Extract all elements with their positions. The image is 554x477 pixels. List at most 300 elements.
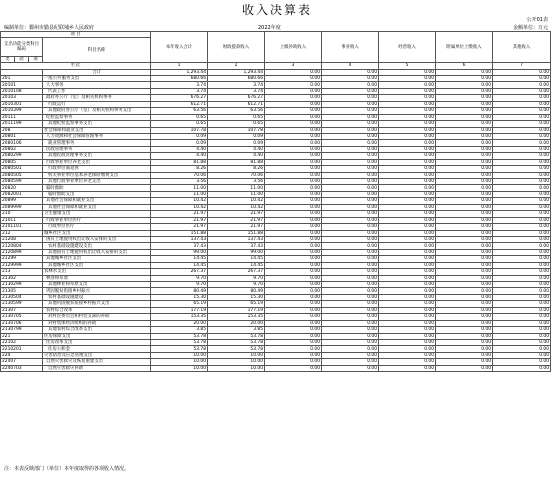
amount-cell: 0.00 <box>322 133 379 139</box>
amount-cell: 0.00 <box>322 153 379 159</box>
amount-cell: 10.42 <box>151 198 208 204</box>
amount-cell: 0.00 <box>265 204 322 210</box>
amount-cell: 0.00 <box>265 327 322 333</box>
amount-cell: 153.35 <box>151 314 208 320</box>
amount-cell: 0.00 <box>436 108 493 114</box>
amount-cell: 0.00 <box>322 352 379 358</box>
amount-cell: 0.00 <box>436 121 493 127</box>
amount-cell: 0.00 <box>493 108 551 114</box>
amount-cell: 0.00 <box>493 133 551 139</box>
subject-code: 2130599 <box>1 301 43 307</box>
amount-cell: 21.97 <box>151 217 208 223</box>
amount-cell: 0.00 <box>322 262 379 268</box>
amount-cell: 0.65 <box>151 121 208 127</box>
subject-code: 2080505 <box>1 172 43 178</box>
amount-cell: 0.00 <box>379 365 436 371</box>
amount-cell: 37.43 <box>208 243 265 249</box>
subject-code: 2129999 <box>1 262 43 268</box>
amount-cell: 53.78 <box>151 339 208 345</box>
amount-cell: 0.00 <box>436 191 493 197</box>
amount-cell: 0.00 <box>436 262 493 268</box>
amount-cell: 11.00 <box>151 185 208 191</box>
amount-cell: 0.00 <box>265 179 322 185</box>
subject-name: 其他国有土地使用权出让收入安排的支出 <box>43 249 151 255</box>
subject-code: 2080106 <box>1 140 43 146</box>
amount-cell: 0.00 <box>322 101 379 107</box>
amount-cell: 0.00 <box>322 69 379 75</box>
amount-cell: 0.00 <box>322 121 379 127</box>
amount-cell: 53.78 <box>208 346 265 352</box>
amount-cell: 0.00 <box>379 230 436 236</box>
amount-cell: 0.00 <box>322 211 379 217</box>
amount-cell: 21.97 <box>208 211 265 217</box>
amount-cell: 0.00 <box>379 76 436 82</box>
amount-cell: 0.00 <box>379 179 436 185</box>
amount-cell: 0.00 <box>493 333 551 339</box>
amount-cell: 0.00 <box>436 76 493 82</box>
amount-cell: 8.26 <box>151 166 208 172</box>
col-header-affiliate: 附属单位上缴收入 <box>436 32 493 63</box>
subject-name: 一般公共服务支出 <box>43 76 151 82</box>
amount-cell: 0.00 <box>436 114 493 120</box>
subject-code: 2080501 <box>1 166 43 172</box>
amount-cell: 80.49 <box>208 288 265 294</box>
subject-code: 20820 <box>1 185 43 191</box>
amount-cell: 0.00 <box>493 314 551 320</box>
subject-code: 20899 <box>1 198 43 204</box>
amount-cell: 99.00 <box>208 249 265 255</box>
col-number-label: 栏次 <box>1 63 151 69</box>
amount-cell: 0.00 <box>265 230 322 236</box>
income-table <box>0 31 551 372</box>
amount-cell: 0.65 <box>208 121 265 127</box>
amount-cell: 0.00 <box>379 339 436 345</box>
subject-name: 机关事业单位基本养老保险缴费支出 <box>43 172 151 178</box>
amount-cell: 0.00 <box>265 166 322 172</box>
col-number: 2 <box>208 63 265 69</box>
subject-code: 21305 <box>1 288 43 294</box>
amount-cell: 0.00 <box>379 256 436 262</box>
amount-cell: 0.00 <box>493 185 551 191</box>
subject-code: 20103 <box>1 95 43 101</box>
amount-cell: 15.30 <box>151 294 208 300</box>
subject-code: 224 <box>1 352 43 358</box>
amount-cell: 0.00 <box>265 333 322 339</box>
amount-cell: 0.00 <box>322 327 379 333</box>
amount-cell: 177.19 <box>151 307 208 313</box>
amount-cell: 9.70 <box>208 275 265 281</box>
amount-cell: 0.00 <box>322 146 379 152</box>
amount-cell: 0.00 <box>493 179 551 185</box>
amount-cell: 65.19 <box>208 301 265 307</box>
amount-cell: 3.74 <box>208 82 265 88</box>
sub-label-item: 项 <box>29 57 43 63</box>
amount-cell: 0.00 <box>436 333 493 339</box>
amount-cell: 0.00 <box>379 346 436 352</box>
amount-cell: 0.00 <box>322 243 379 249</box>
subject-code: 2089999 <box>1 204 43 210</box>
subject-code: 20801 <box>1 133 43 139</box>
amount-cell: 0.00 <box>265 307 322 313</box>
amount-cell: 0.00 <box>436 269 493 275</box>
amount-cell: 0.00 <box>379 269 436 275</box>
amount-cell: 37.43 <box>151 243 208 249</box>
name-header: 科目名称 <box>43 38 151 63</box>
amount-cell: 0.00 <box>493 301 551 307</box>
amount-cell: 0.00 <box>493 365 551 371</box>
amount-cell: 0.00 <box>379 204 436 210</box>
amount-cell: 0.00 <box>379 108 436 114</box>
subject-code: 2240703 <box>1 365 43 371</box>
amount-cell: 0.00 <box>322 179 379 185</box>
amount-cell: 0.09 <box>151 140 208 146</box>
amount-cell: 3.74 <box>151 88 208 94</box>
subject-code: 2082001 <box>1 191 43 197</box>
subject-name: 其他纪检监察事务支出 <box>43 121 151 127</box>
amount-cell: 0.00 <box>322 365 379 371</box>
amount-cell: 0.00 <box>322 230 379 236</box>
amount-cell: 0.00 <box>493 282 551 288</box>
subject-name: 合计 <box>43 69 151 75</box>
subject-name: 其他城乡社区支出 <box>43 256 151 262</box>
amount-cell: 0.00 <box>379 211 436 217</box>
amount-cell: 9.70 <box>208 282 265 288</box>
amount-cell: 0.00 <box>265 314 322 320</box>
subject-code: 213 <box>1 269 43 275</box>
subject-name: 农村基础设施建设 <box>43 294 151 300</box>
amount-cell: 137.43 <box>208 236 265 242</box>
subject-name: 农林水支出 <box>43 269 151 275</box>
amount-cell: 10.42 <box>208 204 265 210</box>
amount-cell: 0.00 <box>436 365 493 371</box>
amount-cell: 65.19 <box>151 301 208 307</box>
subject-name: 住房保障支出 <box>43 333 151 339</box>
amount-cell: 10.00 <box>151 359 208 365</box>
amount-cell: 0.00 <box>322 140 379 146</box>
amount-cell: 0.00 <box>322 191 379 197</box>
amount-cell: 81.88 <box>151 159 208 165</box>
amount-cell: 0.00 <box>322 159 379 165</box>
amount-cell: 3.85 <box>208 327 265 333</box>
amount-cell: 0.00 <box>379 320 436 326</box>
amount-cell: 0.00 <box>436 133 493 139</box>
subject-name: 民政管理事务 <box>43 146 151 152</box>
amount-cell: 0.00 <box>322 217 379 223</box>
subject-code: 210 <box>1 211 43 217</box>
amount-cell: 10.42 <box>151 204 208 210</box>
subject-name: 社会保障和就业支出 <box>43 127 151 133</box>
amount-cell: 0.00 <box>265 82 322 88</box>
amount-cell: 0.00 <box>379 352 436 358</box>
amount-cell: 0.00 <box>379 294 436 300</box>
col-number: 7 <box>493 63 551 69</box>
amount-cell: 0.00 <box>265 185 322 191</box>
amount-cell: 0.00 <box>379 333 436 339</box>
subject-name: 灾害防治及应急管理支出 <box>43 352 151 358</box>
amount-cell: 10.00 <box>208 352 265 358</box>
amount-cell: 0.00 <box>379 314 436 320</box>
amount-cell: 0.00 <box>322 172 379 178</box>
amount-cell: 680.66 <box>208 76 265 82</box>
amount-cell: 0.00 <box>436 82 493 88</box>
amount-cell: 14.45 <box>151 262 208 268</box>
amount-cell: 0.00 <box>436 294 493 300</box>
amount-cell: 14.45 <box>208 256 265 262</box>
amount-cell: 0.00 <box>322 198 379 204</box>
col-header-operating: 经营收入 <box>379 32 436 63</box>
amount-cell: 21.97 <box>208 224 265 230</box>
amount-cell: 14.45 <box>208 262 265 268</box>
amount-cell: 0.00 <box>436 301 493 307</box>
amount-cell: 0.00 <box>322 282 379 288</box>
amount-cell: 0.00 <box>436 172 493 178</box>
amount-cell: 0.00 <box>379 172 436 178</box>
amount-cell: 0.00 <box>436 69 493 75</box>
amount-cell: 0.00 <box>265 224 322 230</box>
amount-cell: 0.00 <box>379 236 436 242</box>
amount-cell: 0.00 <box>322 275 379 281</box>
amount-cell: 0.00 <box>436 236 493 242</box>
amount-cell: 0.00 <box>322 236 379 242</box>
amount-cell: 680.66 <box>151 76 208 82</box>
amount-cell: 0.00 <box>436 185 493 191</box>
amount-cell: 0.00 <box>493 288 551 294</box>
amount-cell: 0.00 <box>379 275 436 281</box>
subject-code: 2120804 <box>1 243 43 249</box>
subject-name: 其他行政事业单位养老支出 <box>43 179 151 185</box>
subject-name: 行政事业单位养老支出 <box>43 159 151 165</box>
amount-cell: 0.00 <box>493 153 551 159</box>
amount-cell: 0.00 <box>265 159 322 165</box>
amount-cell: 0.09 <box>208 133 265 139</box>
amount-cell: 0.00 <box>265 243 322 249</box>
amount-cell: 0.00 <box>436 307 493 313</box>
amount-cell: 0.00 <box>379 95 436 101</box>
amount-cell: 612.71 <box>151 101 208 107</box>
amount-cell: 0.00 <box>436 146 493 152</box>
amount-cell: 0.00 <box>265 198 322 204</box>
amount-cell: 0.00 <box>322 359 379 365</box>
amount-cell: 0.00 <box>379 153 436 159</box>
amount-unit: 金额单位：万元 <box>512 25 548 31</box>
subject-name: 其他民政管理事务支出 <box>43 153 151 159</box>
amount-cell: 0.00 <box>322 127 379 133</box>
subject-name: 临时救助支出 <box>43 191 151 197</box>
amount-cell: 10.00 <box>151 365 208 371</box>
amount-cell: 0.00 <box>322 288 379 294</box>
amount-cell: 0.00 <box>493 95 551 101</box>
amount-cell: 3.74 <box>208 88 265 94</box>
amount-cell: 0.00 <box>493 327 551 333</box>
col-number: 3 <box>265 63 322 69</box>
amount-cell: 20.00 <box>208 320 265 326</box>
subject-name: 其他政府办公厅（室）及相关机构事务支出 <box>43 108 151 114</box>
amount-cell: 0.00 <box>379 198 436 204</box>
amount-cell: 0.00 <box>322 88 379 94</box>
page-title: 收入决算表 <box>241 3 312 17</box>
amount-cell: 0.00 <box>436 359 493 365</box>
subject-code: 21302 <box>1 275 43 281</box>
item-header: 项 目 <box>1 32 151 38</box>
amount-cell: 14.45 <box>151 256 208 262</box>
amount-cell: 0.00 <box>436 327 493 333</box>
subject-code: 208 <box>1 127 43 133</box>
amount-cell: 0.00 <box>493 320 551 326</box>
subject-name: 行政单位离退休 <box>43 166 151 172</box>
amount-cell: 0.65 <box>208 114 265 120</box>
amount-cell: 53.78 <box>208 333 265 339</box>
amount-cell: 0.00 <box>493 76 551 82</box>
table-row <box>1 365 551 371</box>
amount-cell: 0.00 <box>265 121 322 127</box>
amount-cell: 81.88 <box>208 159 265 165</box>
subject-code: 21208 <box>1 236 43 242</box>
amount-cell: 0.00 <box>265 172 322 178</box>
amount-cell: 4.40 <box>208 146 265 152</box>
subject-code: 20101 <box>1 82 43 88</box>
subject-code: 2010108 <box>1 88 43 94</box>
col-number: 5 <box>379 63 436 69</box>
col-number: 6 <box>436 63 493 69</box>
amount-cell: 0.00 <box>436 198 493 204</box>
amount-cell: 1,293.44 <box>208 69 265 75</box>
amount-cell: 0.00 <box>493 346 551 352</box>
amount-cell: 0.00 <box>493 249 551 255</box>
subject-code: 2101101 <box>1 224 43 230</box>
amount-cell: 0.00 <box>322 320 379 326</box>
amount-cell: 0.00 <box>436 159 493 165</box>
amount-cell: 63.56 <box>151 108 208 114</box>
amount-cell: 0.00 <box>493 236 551 242</box>
subject-name: 行政运行 <box>43 101 151 107</box>
amount-cell: 0.00 <box>379 121 436 127</box>
subject-name: 纪检监察事务 <box>43 114 151 120</box>
amount-cell: 4.40 <box>208 153 265 159</box>
amount-cell: 0.00 <box>379 127 436 133</box>
subject-name: 政府办公厅（室）及相关机构事务 <box>43 95 151 101</box>
amount-cell: 612.71 <box>208 101 265 107</box>
subject-code: 2130504 <box>1 294 43 300</box>
amount-cell: 0.00 <box>322 307 379 313</box>
amount-cell: 0.00 <box>379 224 436 230</box>
amount-cell: 0.00 <box>436 166 493 172</box>
amount-cell: 0.00 <box>493 256 551 262</box>
amount-cell: 0.00 <box>379 191 436 197</box>
amount-cell: 0.00 <box>322 294 379 300</box>
amount-cell: 0.00 <box>379 301 436 307</box>
amount-cell: 9.70 <box>151 282 208 288</box>
subject-name: 住房公积金 <box>43 346 151 352</box>
amount-cell: 0.00 <box>493 269 551 275</box>
amount-cell: 0.00 <box>265 217 322 223</box>
amount-cell: 0.00 <box>379 327 436 333</box>
amount-cell: 10.00 <box>151 352 208 358</box>
col-header-superior: 上级补助收入 <box>265 32 322 63</box>
amount-cell: 0.00 <box>493 140 551 146</box>
amount-cell: 107.78 <box>151 127 208 133</box>
amount-cell: 0.00 <box>493 339 551 345</box>
amount-cell: 0.00 <box>436 140 493 146</box>
amount-cell: 0.00 <box>493 217 551 223</box>
amount-cell: 0.00 <box>379 307 436 313</box>
subject-code: 22407 <box>1 359 43 365</box>
amount-cell: 53.78 <box>151 333 208 339</box>
subject-code: 20805 <box>1 159 43 165</box>
amount-cell: 0.00 <box>265 365 322 371</box>
subject-name: 人大事务 <box>43 82 151 88</box>
amount-cell: 0.00 <box>379 88 436 94</box>
amount-cell: 0.00 <box>436 339 493 345</box>
amount-cell: 0.00 <box>493 166 551 172</box>
subject-name: 其他社会保障和就业支出 <box>43 198 151 204</box>
amount-cell: 21.97 <box>208 217 265 223</box>
col-header-business: 事业收入 <box>322 32 379 63</box>
amount-cell: 0.00 <box>265 76 322 82</box>
subject-name: 林业和草原 <box>43 275 151 281</box>
subject-name: 城乡社区支出 <box>43 230 151 236</box>
amount-cell: 267.37 <box>208 269 265 275</box>
amount-cell: 0.00 <box>265 249 322 255</box>
amount-cell: 0.09 <box>151 133 208 139</box>
amount-cell: 0.00 <box>436 88 493 94</box>
subject-name: 其他巩固脱贫衔接乡村振兴支出 <box>43 301 151 307</box>
amount-cell: 0.00 <box>436 320 493 326</box>
amount-cell: 0.00 <box>493 211 551 217</box>
amount-cell: 0.00 <box>265 301 322 307</box>
amount-cell: 0.00 <box>379 166 436 172</box>
amount-cell: 99.00 <box>151 249 208 255</box>
amount-cell: 0.00 <box>493 294 551 300</box>
amount-cell: 676.27 <box>208 95 265 101</box>
amount-cell: 0.00 <box>436 224 493 230</box>
subject-name: 对村民委员会和村党支部的补助 <box>43 314 151 320</box>
amount-cell: 0.00 <box>379 185 436 191</box>
code-group-header: 支出功能分类科目编码 <box>1 38 43 57</box>
amount-cell: 0.00 <box>436 179 493 185</box>
amount-cell: 0.00 <box>493 191 551 197</box>
amount-cell: 15.30 <box>208 294 265 300</box>
amount-cell: 0.00 <box>436 217 493 223</box>
amount-cell: 267.37 <box>151 269 208 275</box>
subject-name: 代表工作 <box>43 88 151 94</box>
amount-cell: 8.26 <box>208 166 265 172</box>
amount-cell: 0.00 <box>379 140 436 146</box>
amount-cell: 0.00 <box>436 243 493 249</box>
amount-cell: 0.00 <box>265 288 322 294</box>
amount-cell: 0.00 <box>493 101 551 107</box>
amount-cell: 0.00 <box>436 230 493 236</box>
amount-cell: 21.97 <box>151 211 208 217</box>
amount-cell: 0.00 <box>265 346 322 352</box>
subject-code: 20802 <box>1 146 43 152</box>
amount-cell: 0.00 <box>379 133 436 139</box>
subject-name: 其他林业和草原支出 <box>43 282 151 288</box>
amount-cell: 0.00 <box>436 282 493 288</box>
subject-name: 自然灾害救灾及恢复重建支出 <box>43 359 151 365</box>
amount-cell: 0.00 <box>436 288 493 294</box>
amount-cell: 0.00 <box>379 69 436 75</box>
amount-cell: 0.00 <box>265 88 322 94</box>
amount-cell: 3.85 <box>151 327 208 333</box>
col-number: 4 <box>322 63 379 69</box>
subject-name: 其他社会保障和就业支出 <box>43 204 151 210</box>
amount-cell: 70.06 <box>151 172 208 178</box>
subject-name: 其他农村综合改革支出 <box>43 327 151 333</box>
amount-cell: 0.00 <box>379 217 436 223</box>
amount-cell: 0.00 <box>322 76 379 82</box>
subject-code: 221 <box>1 333 43 339</box>
amount-cell: 80.49 <box>151 288 208 294</box>
